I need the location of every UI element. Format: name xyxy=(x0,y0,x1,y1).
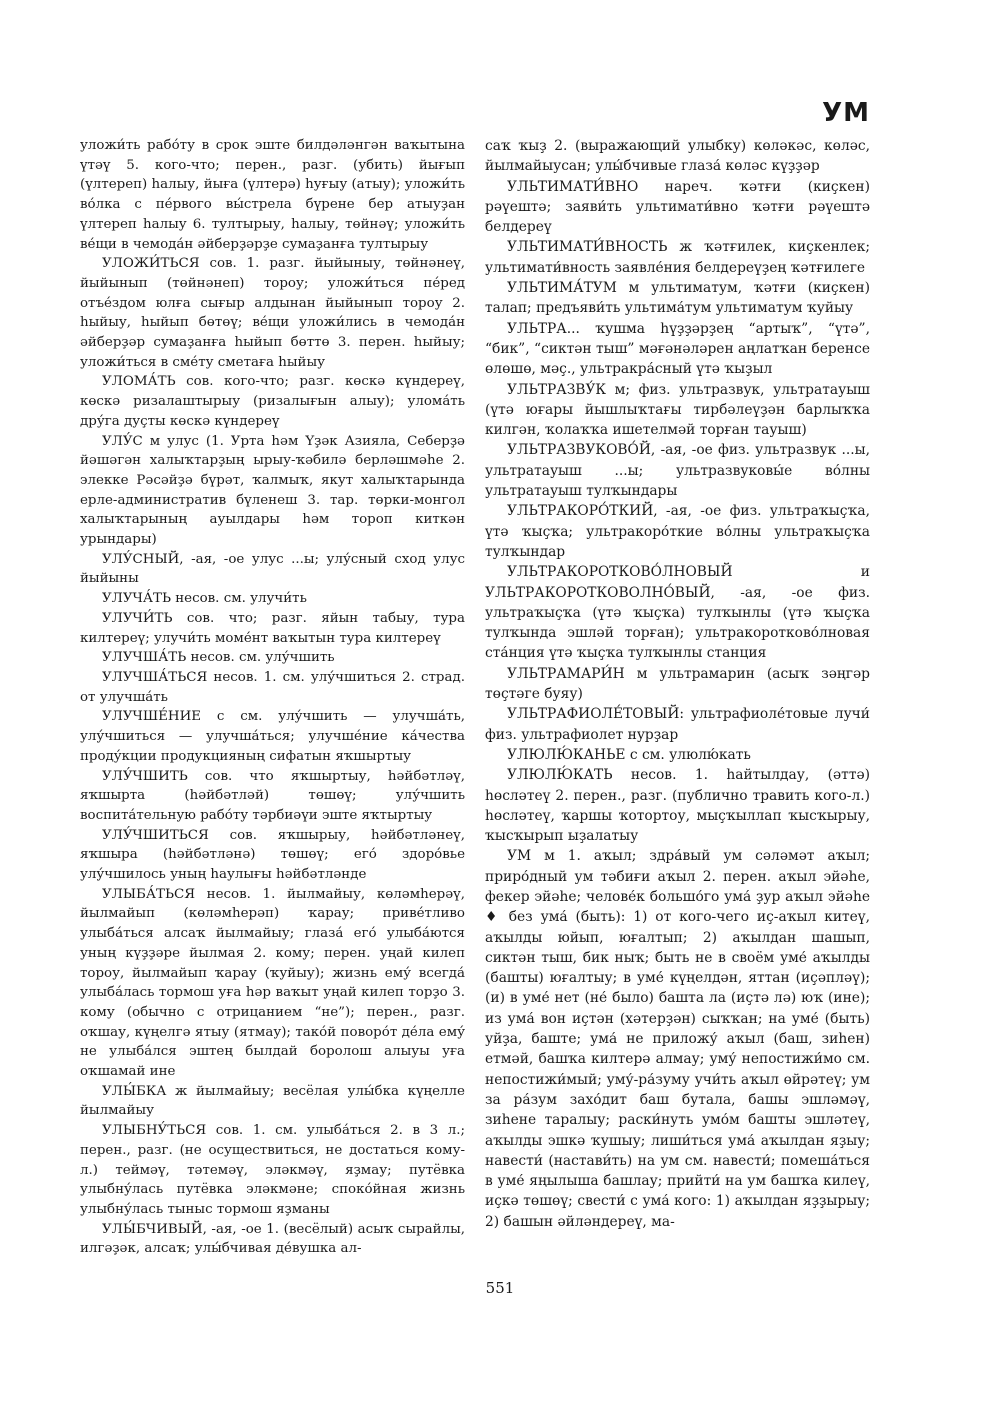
entry-paragraph: УЛУ́СНЫЙ, -ая, -ое улус ...ы; улу́сный сход улус йыйыны xyxy=(80,551,465,587)
entry-paragraph: УЛЬТРАМАРИ́Н м ультрамарин (асыҡ зәңгәр төҫтәге буяу) xyxy=(485,665,870,703)
entry-paragraph: УЛЮЛЮ́КАТЬ несов. 1. һайтылдау, (әттә) һөсләтеү 2. перен., разг. (публично травить кого-л.) һөсләтеү, ҡаршы ҡотортоу, мыҫҡыллап ҡысҡырыу, ҡысҡырып ыҙалатыу xyxy=(485,767,870,845)
left-column xyxy=(80,136,465,1259)
entry-paragraph: УМ м 1. аҡыл; здра́вый ум сәләмәт аҡыл; приро́дный ум тәбиғи аҡыл 2. перен. аҡыл эйәһе, фекер эйәһе; челове́к большо́го ума́ ҙур аҡыл эйәһе ♦ без ума́ (быть): 1) от кого-чего иҫ-аҡыл китеү, аҡылды юйып, юғалтып; 2) аҡылдан шашып, сиктән тыш, бик ныҡ; быть не в своём уме́ аҡылды (башты) юғалтыу; в уме́ күңелдән, яттан (иҫәпләү); (и) в уме́ нет (не́ было) башта ла (иҫтә лә) юҡ (ине); из ума́ вон иҫтән (хәтерҙән) сыҡҡан; на уме́ (быть) уйҙа, баште; ума́ не приложу́ аҡыл (баш, зиһен) етмәй, башҡа килтерә алмау; уму́ непостижи́мо см. непостижи́мый; уму́-ра́зуму учи́ть аҡыл өйрәтеү; ум за ра́зум захо́дит баш бутала, башы эшләмәү, зиһене таралыу; раски́нуть умо́м башты эшләтеү, аҡылды эшкә ҡушыу; лиши́ться ума́ аҡылдан яҙыу; навести́ (настави́ть) на ум см. навести́; помеша́ться в уме́ яңылыша башлау; прийти́ на ум башҡа килеү, иҫкә төшөү; свести́ с ума́ кого: 1) аҡылдан яҙҙырыу; 2) башын әйләндереү, ма- xyxy=(485,848,870,1230)
entry-paragraph: УЛУЧИ́ТЬ сов. что; разг. яйын табыу, тура килтереү; улучи́ть моме́нт ваҡытын тура килтереү xyxy=(80,610,465,646)
entry-paragraph: УЛЬТИМА́ТУМ м ультиматум, ҡәтғи (киҫкен) талап; предъяви́ть ультима́тум ультиматум ҡуйыу xyxy=(485,280,870,317)
entry-paragraph: уложи́ть рабо́ту в срок эште билдәләнгән ваҡытына үтәү 5. кого-что; перен., разг. (убить) йығып (үлтереп) һалыу, йыға (үлтерә) һуғыу (атыу); уложи́ть во́лка с пе́рвого вы́стрела бүрене бер атыуҙан үлтереп һалыу 6. тултырыу, һалыу, төйнәү; уложи́ть ве́щи в чемода́н әйберҙәрҙе сумаҙанға тултырыу xyxy=(80,138,465,252)
entry-paragraph: УЛУ́ЧШИТЬ сов. что яҡшыртыу, һәйбәтләү, яҡшырта (һәйбәтләй) төшөү; улу́чшить воспита́тельную рабо́ту тәрбиәүи эште яҡтыртыу xyxy=(80,768,465,823)
entry-paragraph: УЛЬТРА... ҡушма һүҙҙәрҙең “артыҡ”, “үтә”, “бик”, “сиктән тыш” мәғәнәләрен аңлатҡан беренсе өлөшө, мәҫ., ультракра́сный үтә ҡыҙыл xyxy=(485,320,870,378)
page-number: 551 xyxy=(485,1279,515,1297)
entry-paragraph: УЛУЧШЕ́НИЕ с см. улу́чшить — улучша́ть, улу́чшиться — улучша́ться; улучше́ние ка́чества проду́кции продукцияның сифатын яҡшыртыу xyxy=(80,709,465,764)
entry-paragraph: УЛЬТРАФИОЛЕ́ТОВЫЙ: ультрафиоле́товые лучи́ физ. ультрафиолет нурҙар xyxy=(485,706,870,743)
running-head: УМ xyxy=(822,98,870,128)
entry-paragraph: УЛЬТРАЗВУ́К м; физ. ультразвук, ультратауыш (үтә юғары йышлыҡтағы тирбәлеүҙән барлыҡҡа килгән, ҡолаҡҡа ишетелмәй торған тауыш) xyxy=(485,381,870,439)
entry-paragraph: УЛЮЛЮ́КАНЬЕ с см. улюлю́кать xyxy=(507,746,751,763)
entry-paragraph: УЛОЖИ́ТЬСЯ сов. 1. разг. йыйыныу, төйнәнеү, йыйынып (төйнәнеп) тороу; уложи́ться пе́ред отъе́здом юлға сығыр алдынан йыйынып тороу 2. һыйыу, һыйып бөтөү; ве́щи уложи́лись в чемода́н әйберҙәр сумаҙанға һыйып бөттө 3. перен. һыйыу; уложи́ться в сме́ту сметаға һыйыу xyxy=(80,256,465,370)
entry-paragraph: УЛОМА́ТЬ сов. кого-что; разг. көскә күндереү, көскә ризалаштырыу (ризалығын алыу); улома́ть дру́га дуҫты көскә күндереү xyxy=(80,374,465,429)
entry-paragraph: УЛУ́ЧШИТЬСЯ сов. яҡшырыу, һәйбәтләнеү, яҡшыра (һәйбәтләнә) төшөү; его́ здоро́вье улу́чшилось уның һаулығы һәйбәтләнде xyxy=(80,827,465,883)
entry-paragraph: УЛЬТРАЗВУКОВО́Й, -ая, -ое физ. ультразвук ...ы, ультратауыш ...ы; ультразвуковы́е во́лны ультратауыш тулҡындары xyxy=(485,442,870,500)
entry-paragraph: УЛЬТИМАТИ́ВНОСТЬ ж ҡәтғилек, киҫкенлек; ультимати́вность заявле́ния белдереүҙең ҡәтғилеге xyxy=(485,239,870,276)
entry-paragraph: УЛЫ́БКА ж йылмайыу; весёлая улы́бка күңелле йылмайыу xyxy=(80,1083,465,1119)
entry-paragraph: саҡ ҡыҙ 2. (выражающий улыбку) көләкәс, көләс, йылмайыусан; улы́бчивые глаза́ көләс күҙҙәр xyxy=(485,138,870,175)
entry-paragraph: УЛЬТИМАТИ́ВНО нареч. ҡәтғи (киҫкен) рәүештә; заяви́ть ультимати́вно ҡәтғи рәүештә белдереү xyxy=(485,178,870,236)
entry-paragraph: УЛУЧША́ТЬ несов. см. улу́чшить xyxy=(102,650,335,666)
entry-paragraph: УЛЫБНУ́ТЬСЯ сов. 1. см. улыба́ться 2. в 3 л.; перен., разг. (не осуществиться, не достаться кому-л.) теймәү, тәтемәү, эләкмәү, яҙмау; путёвка улыбну́лась путёвка эләкмәне; споко́йная жизнь улыбну́лась тыныс тормош яҙманы xyxy=(80,1123,465,1217)
entry-paragraph: УЛУЧА́ТЬ несов. см. улучи́ть xyxy=(102,591,307,607)
entry-paragraph: УЛУ́С м улус (1. Урта һәм Үҙәк Азияла, Себерҙә йәшәгән халыҡтарҙың ырыу-ҡәбилә берләшмәһе 2. элекке Рәсәйҙә бүрәт, ҡалмыҡ, якут халыҡтарында ерле-административ бүленеш 3. тар. төрки-монгол халыҡтарының ауылдары һәм тороп киткән урындары) xyxy=(80,433,465,548)
entry-paragraph: УЛЫ́БЧИВЫЙ, -ая, -ое 1. (весёлый) асыҡ сырайлы, илгәҙәк, алсаҡ; улы́бчивая де́вушка ал- xyxy=(80,1221,465,1257)
right-column xyxy=(485,136,870,1232)
entry-paragraph: УЛЫБА́ТЬСЯ несов. 1. йылмайыу, көләмһерәү, йылмайып (көләмһерәп) ҡарау; приве́тливо улыба́ться алсаҡ йылмайыу; глаза́ его́ улыба́ются уның күҙҙәре йылмая 2. кому; перен. уңай килеп тороу, йылмайып ҡарау (ҡуйыу); жизнь ему́ всегда́ улыба́лась тормош уға һәр ваҡыт уңай килеп торҙо 3. кому (обычно с отрицанием “не”); перен., разг. оҡшау, күңелгә ятыу (ятмау); тако́й поворо́т де́ла ему́ не улыба́лся эштең былдай боролош алыуы уға оҡшамай ине xyxy=(80,886,465,1080)
entry-paragraph: УЛУЧША́ТЬСЯ несов. 1. см. улу́чшиться 2. страд. от улучша́ть xyxy=(80,669,465,705)
entry-paragraph: УЛЬТРАКОРО́ТКИЙ, -ая, -ое физ. ультраҡыҫҡа, үтә ҡыҫҡа; ультракоро́ткие во́лны ультраҡыҫҡа тулҡындар xyxy=(485,503,870,560)
entry-paragraph: УЛЬТРАКОРОТКОВО́ЛНОВЫЙ и УЛЬТРАКОРОТКОВОЛНО́ВЫЙ, -ая, -ое физ. ультраҡыҫҡа (үтә ҡыҫҡа) тулҡынлы (үтә ҡыҫҡа тулҡында эшләй торған); ультракоротково́лновая ста́нция үтә ҡыҫҡа тулҡынлы станция xyxy=(485,564,870,662)
